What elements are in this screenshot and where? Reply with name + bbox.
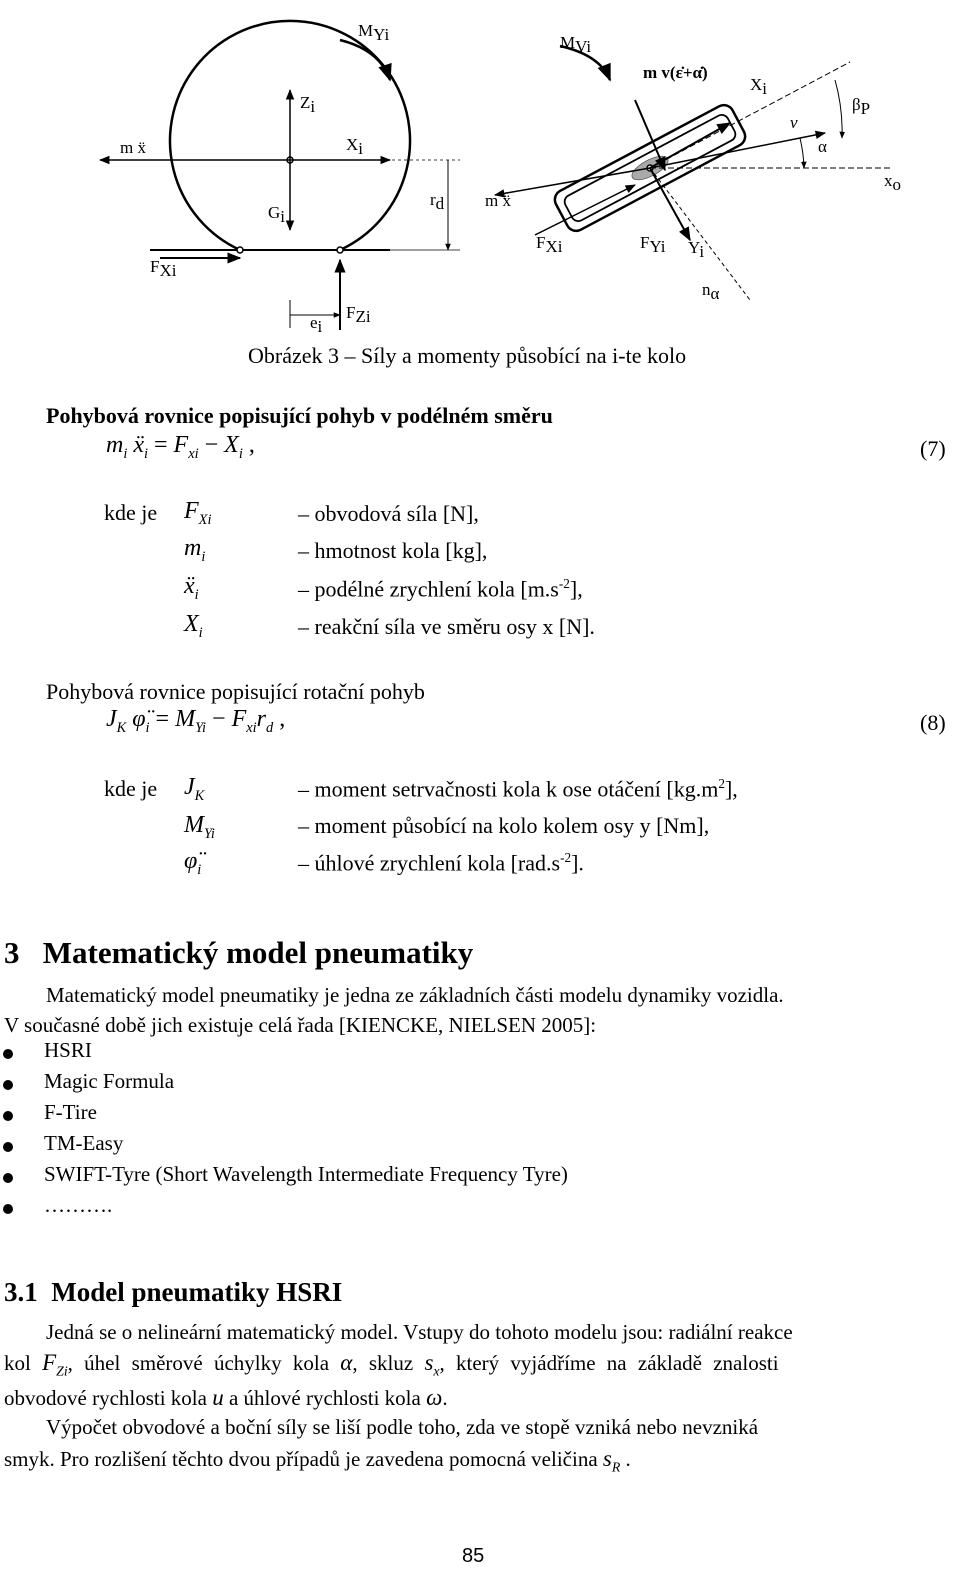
label-mixx-left: m ẍ — [120, 138, 146, 157]
chapter-intro-1: Matematický model pneumatiky je jedna ze základních části modelu dynamiky vozidla. — [46, 983, 784, 1007]
where-label-1: kde je — [104, 500, 158, 525]
symbol-jk: $J_K$ — [184, 774, 205, 804]
figure-caption: Obrázek 3 – Síly a momenty působící na i-te kolo — [248, 343, 687, 368]
symbol-myi: $M_{Yi}$ — [184, 812, 215, 842]
label-mv-eq: m v(ε̇+α̇) — [643, 63, 708, 82]
label-yi: Yi — [688, 238, 705, 261]
eq-number-7: (7) — [920, 436, 946, 461]
desc-xi: – reakční síla ve směru osy x [N]. — [298, 614, 595, 639]
desc-fxi: – obvodová síla [N], — [298, 501, 479, 526]
desc-mi: – hmotnost kola [kg], — [298, 538, 488, 563]
label-fzi: FZi — [346, 303, 371, 326]
desc-phiddot: – úhlové zrychlení kola $[rad.s^{-2}]$. — [298, 850, 584, 876]
heading-rotational: Pohybová rovnice popisující rotační pohyb — [46, 679, 425, 704]
where-label-2: kde je — [104, 776, 158, 801]
label-xi-right: Xi — [750, 75, 768, 98]
forces-figure — [90, 10, 930, 340]
label-mixx-mid: m ẍ — [485, 191, 511, 210]
subsection-heading: 3.1 Model pneumatiky HSRI — [4, 1277, 343, 1307]
label-x0: xo — [884, 171, 901, 194]
label-v: v — [790, 113, 798, 132]
desc-xddot: – podélné zrychlení kola $[m.s^{-2}]$, — [298, 576, 583, 602]
label-zi: Zi — [300, 93, 316, 116]
label-fxi-left: FXi — [150, 257, 177, 280]
para2-line2: smyk. Pro rozlišení těchto dvou případů je zavedena pomocná veličina $s_R$ . — [4, 1446, 631, 1475]
label-myi-left: MYi — [358, 21, 390, 44]
eq-number-8: (8) — [920, 710, 946, 735]
label-fxi-right: FXi — [536, 233, 563, 256]
symbol-mi: $m_i$ — [184, 535, 206, 565]
label-fyi: FYi — [640, 233, 666, 256]
page-number: 85 — [462, 1545, 485, 1567]
desc-myi: – moment působící na kolo kolem osy y [Nm], — [298, 813, 710, 838]
para1-line1: Jedná se o nelineární matematický model. Vstupy do tohoto modelu jsou: radiální reakce — [46, 1320, 793, 1344]
label-rd: rd — [430, 190, 445, 213]
para1-line3: obvodové rychlosti kola u a úhlové rychlosti kola ω. — [4, 1385, 448, 1410]
label-ei: ei — [310, 313, 323, 336]
symbol-phiddot: $\varphï_i$ — [184, 848, 202, 878]
equation-7: $m_i$ ẍ$_i$ = $F_{xi} - X_i$ , — [106, 432, 255, 462]
desc-jk: – moment setrvačnosti kola k ose otáčení $[kg.m^2]$, — [298, 776, 738, 802]
label-xi-left: Xi — [346, 135, 364, 158]
symbol-fxi: $F_{Xi}$ — [184, 498, 212, 528]
symbol-xddot: ẍ$_i$ — [184, 573, 199, 603]
heading-longitudinal: Pohybová rovnice popisující pohyb v podélném směru — [46, 403, 553, 428]
symbol-xi: $X_i$ — [184, 611, 203, 641]
chapter-heading: 3 Matematický model pneumatiky — [4, 935, 474, 970]
label-nalpha: nα — [702, 280, 720, 303]
label-beta: βP — [852, 95, 871, 118]
label-mvi: MVi — [560, 33, 592, 56]
para2-line1: Výpočet obvodové a boční síly se liší podle toho, zda ve stopě vzniká nebo nevzniká — [46, 1415, 759, 1439]
label-gi: Gi — [268, 203, 286, 226]
equation-8: $J_K$ $\varphï_i = M_{Yi} - F_{xi}r_d$ , — [106, 706, 286, 736]
para1-line2: kol $F_{Zi}$, úhel směrové úchylky kola α, skluz $s_x$, který vyjádříme na základě znalosti — [4, 1350, 779, 1379]
chapter-intro-2: V současné době jich existuje celá řada [KIENCKE, NIELSEN 2005]: — [4, 1013, 597, 1037]
label-alpha: α — [818, 137, 827, 156]
